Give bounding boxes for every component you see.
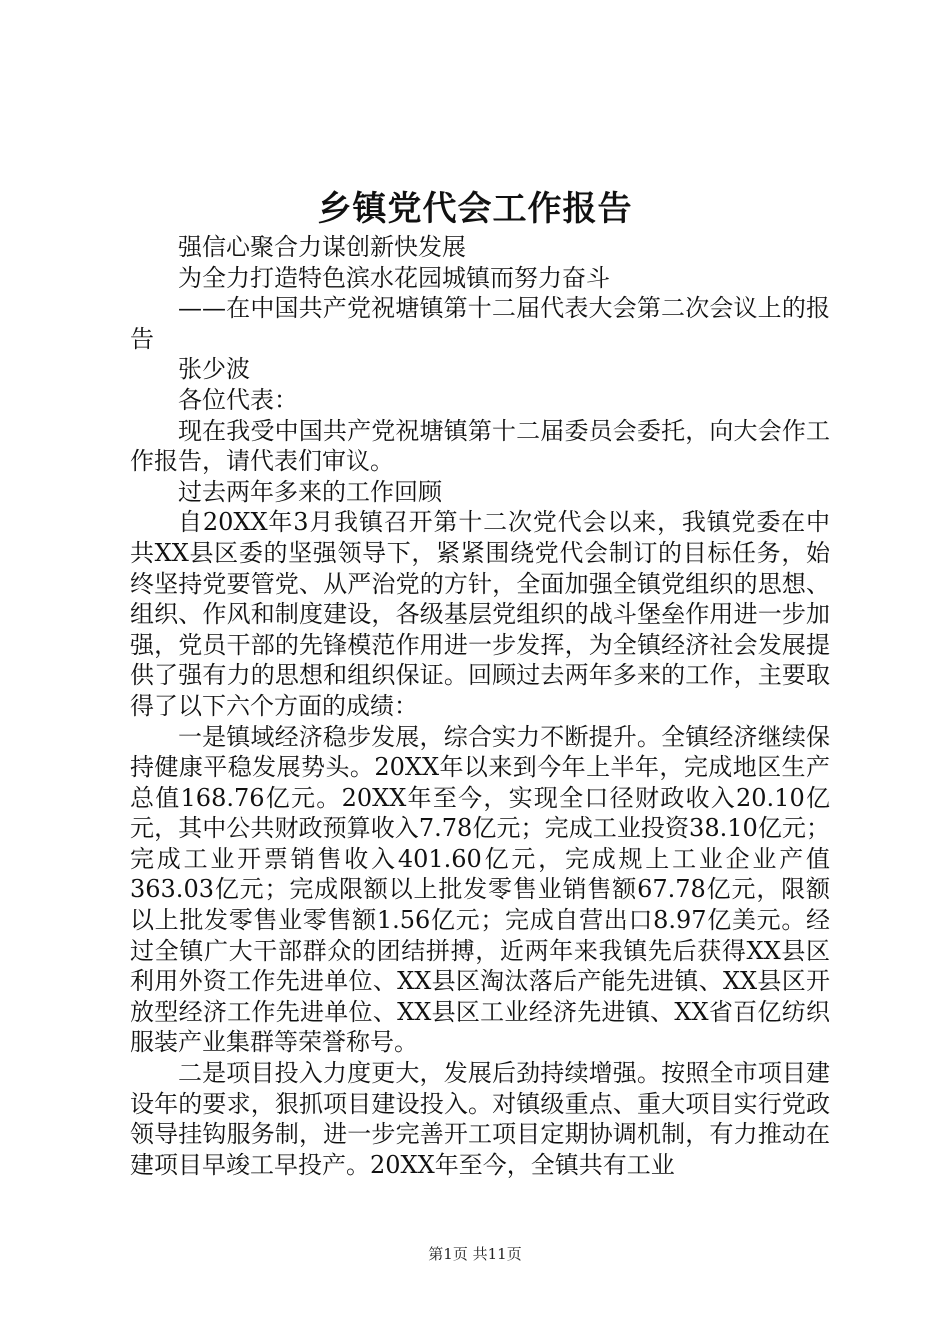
salutation: 各位代表： bbox=[178, 385, 298, 414]
page-footer: 第1页 共11页 bbox=[428, 1245, 522, 1263]
subtitle-line-2: 为全力打造特色滨水花园城镇而努力奋斗 bbox=[178, 263, 610, 292]
body-paragraph: 自20XX年3月我镇召开第十二次党代会以来，我镇党委在中共XX县区委的坚强领导下，紧紧围绕党代会制订的目标任务，始终坚持党要管党、从严治党的方针，全面加强全镇党组织的思想、组织、作风和制度建设，各级基层党组织的战斗堡垒作用进一步加强，党员干部的先锋模范作用进一步发挥，为全镇经济社会发展提供了强有力的思想和组织保证。回顾过去两年多来的工作，主要取得了以下六个方面的成绩： bbox=[130, 508, 830, 720]
subtitle-line-1: 强信心聚合力谋创新快发展 bbox=[178, 233, 466, 261]
document-title: 乡镇党代会工作报告 bbox=[317, 189, 633, 229]
author-name: 张少波 bbox=[178, 355, 250, 384]
body-paragraph: 现在我受中国共产党祝塘镇第十二届委员会委托，向大会作工作报告，请代表们审议。 bbox=[130, 416, 830, 476]
subtitle-line-3: ——在中国共产党祝塘镇第十二届代表大会第二次会议上的报告 bbox=[130, 294, 830, 353]
body-paragraph: 一是镇域经济稳步发展，综合实力不断提升。全镇经济继续保持健康平稳发展势头。20XX年以来到今年上半年，完成地区生产总值168.76亿元。20XX年至今，实现全口径财政收入20.10亿元，其中公共财政预算收入7.78亿元；完成工业投资38.10亿元；完成工业开票销售收入401.60亿元，完成规上工业企业产值363.03亿元；完成限额以上批发零售业销售额67.78亿元，限额以上批发零售业零售额1.56亿元；完成自营出口8.97亿美元。经过全镇广大干部群众的团结拼搏，近两年来我镇先后获得XX县区利用外资工作先进单位、XX县区淘汰落后产能先进镇、XX县区开放型经济工作先进单位、XX县区工业经济先进镇、XX省百亿纺织服装产业集群等荣誉称号。 bbox=[130, 722, 830, 1057]
body-paragraph: 二是项目投入力度更大，发展后劲持续增强。按照全市项目建设年的要求，狠抓项目建设投入。对镇级重点、重大项目实行党政领导挂钩服务制，进一步完善开工项目定期协调机制，有力推动在建项目早竣工早投产。20XX年至今，全镇共有工业 bbox=[130, 1059, 830, 1179]
section-heading: 过去两年多来的工作回顾 bbox=[178, 477, 442, 506]
document-body bbox=[130, 232, 830, 1180]
